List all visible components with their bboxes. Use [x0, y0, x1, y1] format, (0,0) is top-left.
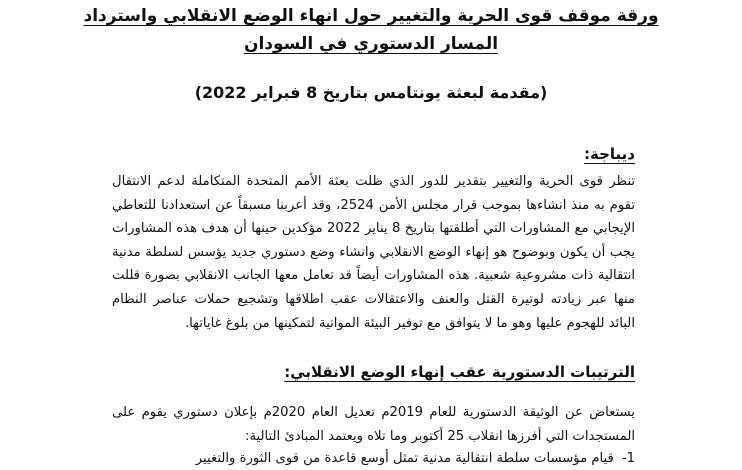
section-paragraph-preamble: تنظر قوى الحرية والتغيير بتقدير للدور الذي ظلت بعثة الأمم المتحدة المتكاملة لدعم الانتقال تقوم به منذ انشاءها بموجب قرار مجلس الأمن 2524، وقد أعربنا مسبقاً عن استعدادنا للتعاطي الإيجابي مع المشاورات التي أطلقتها بتاريخ 8 يناير 2022 مؤكدين حينها أن هدف هذه المشاورات يجب أن يكون وبوضوح هو إنهاء الوضع الانقلابي وانشاء وضع دستوري جديد يؤسس لسلطة مدنية انتقالية ذات مشروعية شعبية. هذه المشاورات أيضاً قد تعامل معها الجانب الانقلابي بصورة قللت منها عبر زيادته لوتيرة القتل والعنف والاعتقالات عقب اطلاقها وتشجيع حملات عناصر النظام البائد للهجوم عليها وهو ما لا يتوافق مع توفير البيئة المواتية لتمكينها من بلوغ غاياتها. — [112, 174, 636, 331]
document-title: ورقة موقف قوى الحرية والتغيير حول انهاء الوضع الانقلابي واسترداد المسار الدستوري في السودان — [83, 6, 659, 54]
section-heading-preamble: ديباجة: — [584, 145, 635, 163]
document-subtitle: (مقدمة لبعثة يونتامس بتاريخ 8 فبراير 2022) — [194, 83, 548, 102]
section-heading-constitutional-arrangements: الترتيبات الدستورية عقب إنهاء الوضع الانقلابي: — [284, 363, 635, 381]
section-paragraph-constitutional-arrangements: يستعاض عن الوثيقة الدستورية للعام 2019م تعديل العام 2020م بإعلان دستوري يقوم على المستجدات التي أفرزها انقلاب 25 أكتوبر وما تلاه ويعتمد المبادئ التالية: — [112, 405, 635, 444]
list-item-number: 1- — [621, 451, 635, 466]
list-item-text: قيام مؤسسات سلطة انتقالية مدنية تمثل أوسع قاعدة من قوى الثورة والتغيير — [195, 451, 614, 466]
list-item — [112, 447, 635, 470]
